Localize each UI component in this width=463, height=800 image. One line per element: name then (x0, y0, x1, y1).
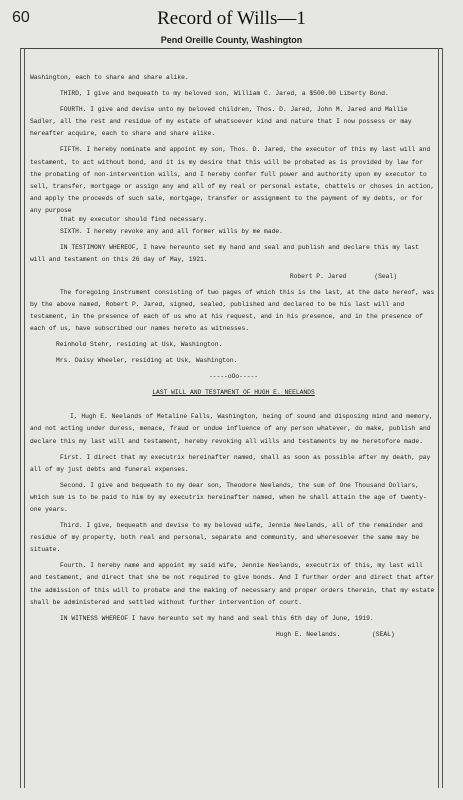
signature-line (30, 629, 437, 641)
signature-line (30, 271, 437, 283)
right-margin-line (442, 48, 443, 788)
paragraph-witness-whereof: IN WITNESS WHEREOF I have hereunto set my hand and seal this 6th day of June, 1919. (60, 614, 374, 622)
page-title: Record of Wills—1 (157, 8, 306, 29)
page-number: 60 (12, 9, 30, 26)
signature-name: Hugh E. Neelands. (276, 630, 341, 638)
section-divider: -----oOo----- (208, 373, 259, 381)
header-rule (20, 48, 443, 49)
county-subtitle: Pend Oreille County, Washington (160, 35, 303, 45)
paragraph-fifth: FIFTH. I hereby nominate and appoint my son, Thos. D. Jared, the executor of this my last will and testament, to act without bond, and it is my desire that this will be probated as is provided by law for the probating of non-intervention wills, and I hereby confer full power and authority upon my executor to sell, transfer, mortgage or assign any and all of my real or personal estate, chattels or choses in action, and apply the proceeds of such sale, mortgage, transfer or assignment to the payment of my debts, or for any purpose (30, 146, 435, 214)
paragraph: Washington, each to share and share alike. (30, 74, 189, 81)
witness-line: Mrs. Daisy Wheeler, residing at Usk, Washington. (56, 357, 238, 365)
paragraph-testimony: IN TESTIMONY WHEREOF, I have hereunto set my hand and seal and publish and declare this my last will and testament on this 26 day of May, 1921. (30, 244, 419, 264)
left-margin-line-inner (24, 48, 25, 788)
paragraph-sixth: SIXTH. I hereby revoke any and all former wills by me made. (60, 228, 283, 236)
paragraph-first: First. I direct that my executrix hereinafter named, shall as soon as possible after my death, pay all of my just debts and funeral expenses. (30, 453, 431, 473)
paragraph-fourth-neelands: Fourth. I hereby name and appoint my said wife, Jennie Neelands, executrix of this, my last will and testament, and direct that she be not required to give bonds. And I further order and direct that after the admission of this will to probate and the making of necessary and proper orders therein, that my estate shall be administered and settled without further intervention of court. (30, 562, 435, 606)
paragraph-third: THIRD, I give and bequeath to my beloved son, William C. Jared, a $500.00 Liberty Bond. (60, 90, 389, 98)
paragraph-second: Second. I give and bequeath to my dear son, Theodore Neelands, the sum of One Thousand Dollars, which sum is to be paid to him by my executrix hereinafter named, when he shall attain the age of twenty-one years. (30, 481, 427, 514)
paragraph-third-neelands: Third. I give, bequeath and devise to my beloved wife, Jennie Neelands, all of the remainder and residue of my property, both real and personal, separate and community, and wheresoever the same may be situate. (30, 522, 423, 554)
document-body (30, 72, 437, 790)
seal-mark: (SEAL) (372, 630, 395, 638)
paragraph-attestation: The foregoing instrument consisting of two pages of which this is the last, at the date hereof, was by the above named, Robert P. Jared, signed, sealed, published and declared to be his last will and testament, in the presence of each of us who at his request, and in his presence, and in the presence of each of us, have subscribed our names hereto as witnesses. (30, 288, 435, 332)
paragraph-fourth: FOURTH. I give and devise unto my beloved children, Thos. D. Jared, John M. Jared and Mallie Sadler, all the rest and residue of my estate of whatsoever kind and nature that I now possess or may hereafter acquire, each to share and share alike. (30, 106, 412, 138)
seal-mark: (Seal) (374, 272, 397, 280)
will-title: LAST WILL AND TESTAMENT OF HUGH E. NEELANDS (152, 389, 315, 397)
paragraph-fifth-continued: that my executor should find necessary. (60, 216, 208, 224)
right-margin-line-inner (438, 48, 439, 788)
signature-name: Robert P. Jared (289, 272, 347, 280)
witness-line: Reinhold Stehr, residing at Usk, Washington. (56, 340, 223, 348)
left-margin-line (20, 48, 21, 788)
paragraph-declaration: I, Hugh E. Neelands of Metaline Falls, Washington, being of sound and disposing mind and memory, and not acting under duress, menace, fraud or undue influence of any person whatever, do make, publish and declare this my last will and testament, hereby revoking all wills and testaments by me heretofore made. (30, 413, 433, 445)
